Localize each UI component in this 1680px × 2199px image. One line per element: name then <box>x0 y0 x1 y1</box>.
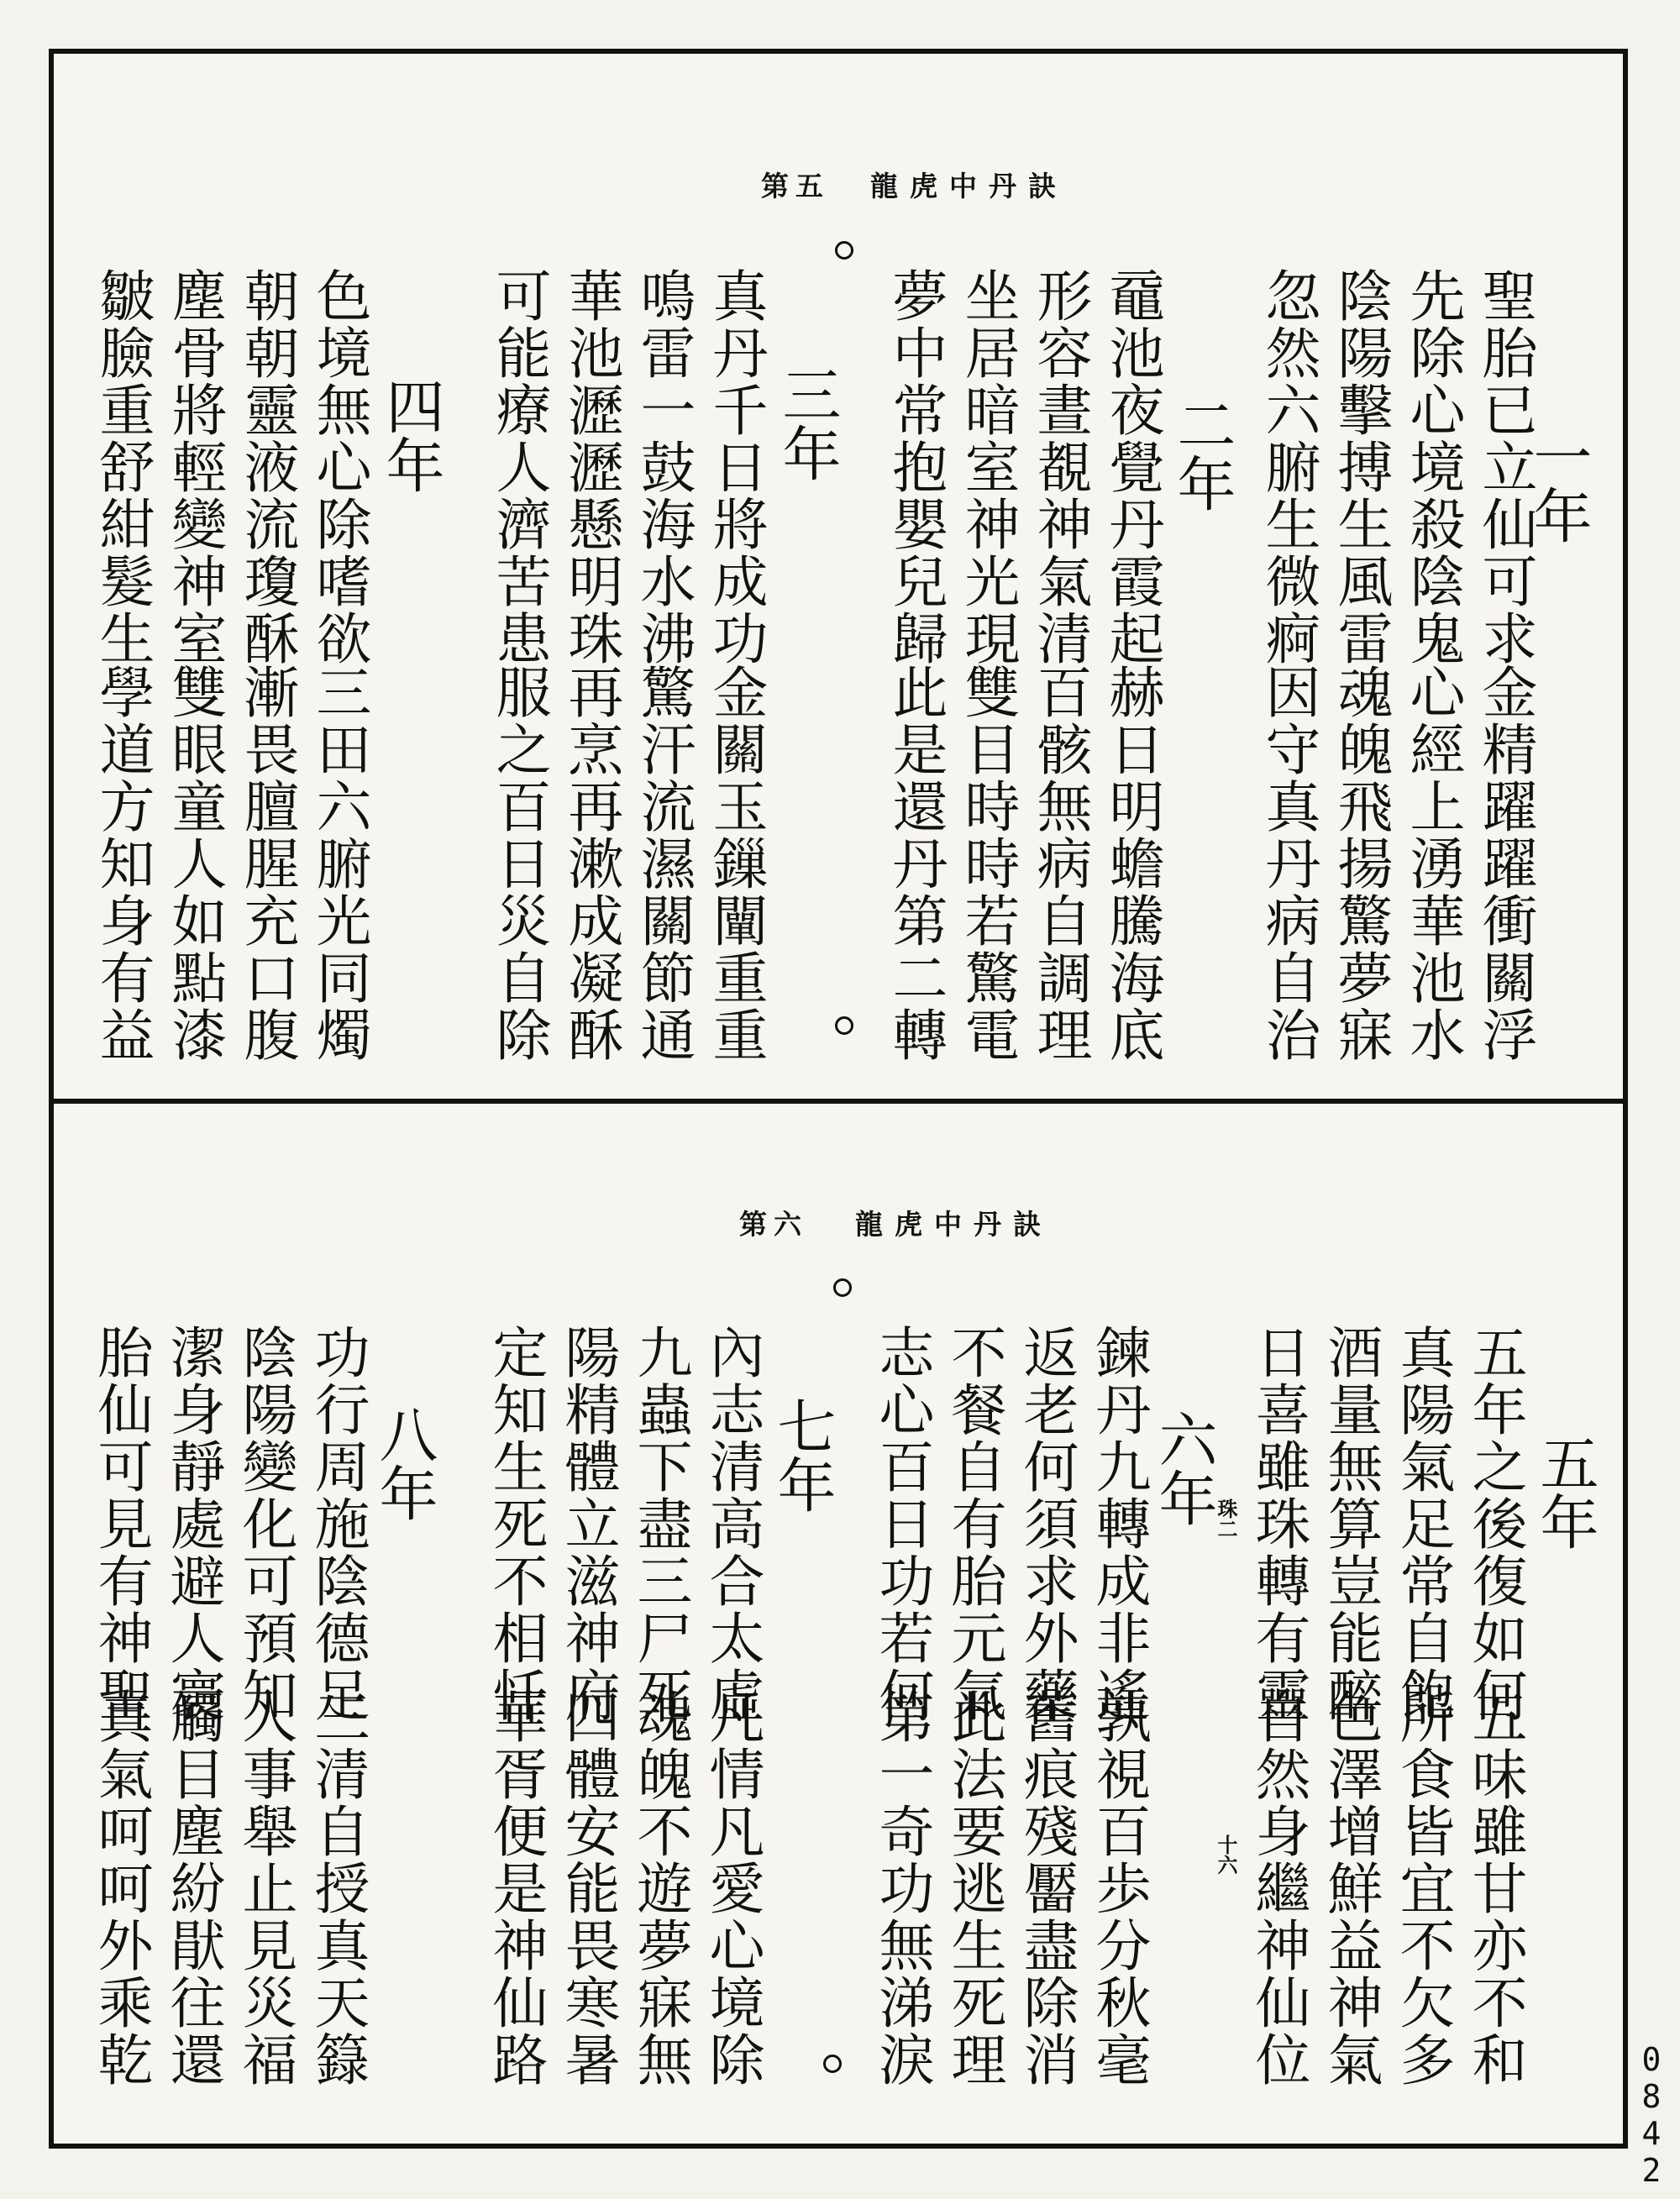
verse-line-bottom: 金精躍躍衝關浮 <box>1473 664 1537 1063</box>
verse-line-top: 五年之後復如何 <box>1462 1324 1527 1724</box>
verse-line-top: 胎仙可見有神聖 <box>88 1324 153 1724</box>
verse-line-bottom: 觸目塵紛猒往還 <box>160 1688 225 2088</box>
verse-line-top: 返老何須求外藥 <box>1014 1324 1079 1724</box>
verse-line-top: 黿池夜覺丹霞起 <box>1100 267 1164 667</box>
verse-line-bottom: 此法要逃生死理 <box>942 1688 1006 2088</box>
verse-line-top: 定知生死不相忏 <box>483 1324 548 1724</box>
verse-line-top: 形容晝覩神氣清 <box>1027 267 1092 667</box>
verse-line-top: 華池瀝瀝懸明珠 <box>559 267 623 667</box>
catalog-number: 0842 <box>1633 2041 1670 2189</box>
verse-line-bottom: 凡情凡愛心境除 <box>700 1688 764 2088</box>
verse-line-bottom: 金關玉鏁闡重重 <box>703 664 768 1063</box>
verse-line-top: 聖胎已立仙可求 <box>1473 267 1537 667</box>
verse-line-top: 真陽氣足常自飽 <box>1390 1324 1455 1724</box>
fishtail-mark-top <box>833 1278 852 1297</box>
verse-line-bottom: 魂魄不遊夢寐無 <box>627 1688 692 2088</box>
verse-line-top: 坐居暗室神光現 <box>955 267 1020 667</box>
verse-line-top: 先除心境殺陰鬼 <box>1400 267 1465 667</box>
leaf-number: 第五 <box>761 170 830 202</box>
verse-line-top: 九蟲下盡三尸死 <box>627 1324 692 1724</box>
verse-line-top: 真丹千日將成功 <box>703 267 768 667</box>
verse-line-bottom: 因守真丹病自治 <box>1256 664 1320 1063</box>
page-header <box>739 1203 1053 1242</box>
verse-line-top: 鍊丹九轉成非遙 <box>1086 1324 1151 1724</box>
margin-note-volume: 珠二 <box>1214 1498 1238 1539</box>
verse-line-bottom: 人事舉止見災福 <box>233 1688 297 2088</box>
verse-line-bottom: 色澤增鮮益神氣 <box>1318 1688 1383 2088</box>
page-divider <box>49 1099 1628 1104</box>
verse-line-bottom: 赫日明蟾騰海底 <box>1100 664 1164 1063</box>
verse-line-top: 可能療人濟苦患 <box>486 267 551 667</box>
section-title: 一年 <box>1524 427 1593 544</box>
section-title: 二年 <box>1168 395 1236 512</box>
page-header <box>761 165 1068 204</box>
verse-line-bottom: 真氣呵呵外乘乾 <box>88 1688 153 2088</box>
verse-line-bottom: 心經上湧華池水 <box>1400 664 1465 1063</box>
section-title: 八年 <box>370 1404 438 1522</box>
verse-line-top: 潔身靜處避人寰 <box>160 1324 225 1724</box>
verse-line-bottom: 服之百日災自除 <box>486 664 551 1063</box>
verse-line-bottom: 自然身繼神仙位 <box>1246 1688 1310 2088</box>
verse-line-bottom: 三田六腑光同燭 <box>307 664 371 1063</box>
verse-line-bottom: 五味雖甘亦不和 <box>1462 1688 1527 2088</box>
book-title: 龍虎中丹訣 <box>855 1208 1053 1241</box>
verse-line-top: 忽然六腑生微痾 <box>1256 267 1320 667</box>
verse-line-top: 陰陽變化可預知 <box>233 1324 297 1724</box>
section-title: 七年 <box>768 1396 837 1514</box>
verse-line-top: 不餐自有胎元氣 <box>942 1324 1006 1724</box>
verse-line-bottom: 再烹再漱成凝酥 <box>559 664 623 1063</box>
verse-line-bottom: 雙眼童人如點漆 <box>162 664 227 1063</box>
verse-line-bottom: 四體安能畏寒暑 <box>555 1688 620 2088</box>
verse-line-top: 夢中常抱嬰兒歸 <box>883 267 948 667</box>
verse-line-bottom: 百骸無病自調理 <box>1027 664 1092 1063</box>
verse-line-bottom: 所食皆宜不欠多 <box>1390 1688 1455 2088</box>
book-title: 龍虎中丹訣 <box>870 170 1068 202</box>
verse-line-top: 陰陽擊搏生風雷 <box>1328 267 1393 667</box>
verse-line-bottom: 此是還丹第二轉 <box>883 664 948 1063</box>
verse-line-bottom: 三清自授真天籙 <box>305 1688 370 2088</box>
fishtail-mark-bottom <box>823 2055 842 2073</box>
verse-line-bottom: 孰視百歩分秋毫 <box>1086 1688 1151 2088</box>
verse-line-bottom: 魂魄飛揚驚夢寐 <box>1328 664 1393 1063</box>
fishtail-mark-bottom <box>835 1016 853 1035</box>
section-title: 四年 <box>376 376 445 494</box>
verse-line-top: 志心百日功若何 <box>869 1324 934 1724</box>
section-title: 六年 <box>1149 1409 1218 1527</box>
verse-line-top: 皺臉重舒紺髮生 <box>90 267 155 667</box>
leaf-number: 第六 <box>739 1208 808 1241</box>
verse-line-top: 功行周施陰德足 <box>305 1324 370 1724</box>
verse-line-top: 陽精體立滋神府 <box>555 1324 620 1724</box>
verse-line-bottom: 漸畏膻腥充口腹 <box>234 664 299 1063</box>
verse-line-top: 塵骨將輕變神室 <box>162 267 227 667</box>
verse-line-bottom: 第一奇功無涕淚 <box>869 1688 934 2088</box>
verse-line-top: 色境無心除嗜欲 <box>307 267 371 667</box>
verse-line-top: 鳴雷一鼓海水沸 <box>631 267 696 667</box>
verse-line-top: 內志清高合太虛 <box>700 1324 764 1724</box>
verse-line-bottom: 華胥便是神仙路 <box>483 1688 548 2088</box>
fishtail-mark-top <box>835 241 853 260</box>
verse-line-bottom: 舊痕殘靨盡除消 <box>1014 1688 1079 2088</box>
section-title: 五年 <box>1530 1433 1599 1551</box>
margin-note-leaf: 十六 <box>1214 1834 1238 1875</box>
verse-line-bottom: 學道方知身有益 <box>90 664 155 1063</box>
verse-line-bottom: 雙目時時若驚電 <box>955 664 1020 1063</box>
verse-line-top: 日喜雖珠轉有靈 <box>1246 1324 1310 1724</box>
section-title: 三年 <box>773 365 842 482</box>
verse-line-bottom: 驚汗流濕關節通 <box>631 664 696 1063</box>
verse-line-top: 酒量無算豈能醉 <box>1318 1324 1383 1724</box>
verse-line-top: 朝朝靈液流瓊酥 <box>234 267 299 667</box>
